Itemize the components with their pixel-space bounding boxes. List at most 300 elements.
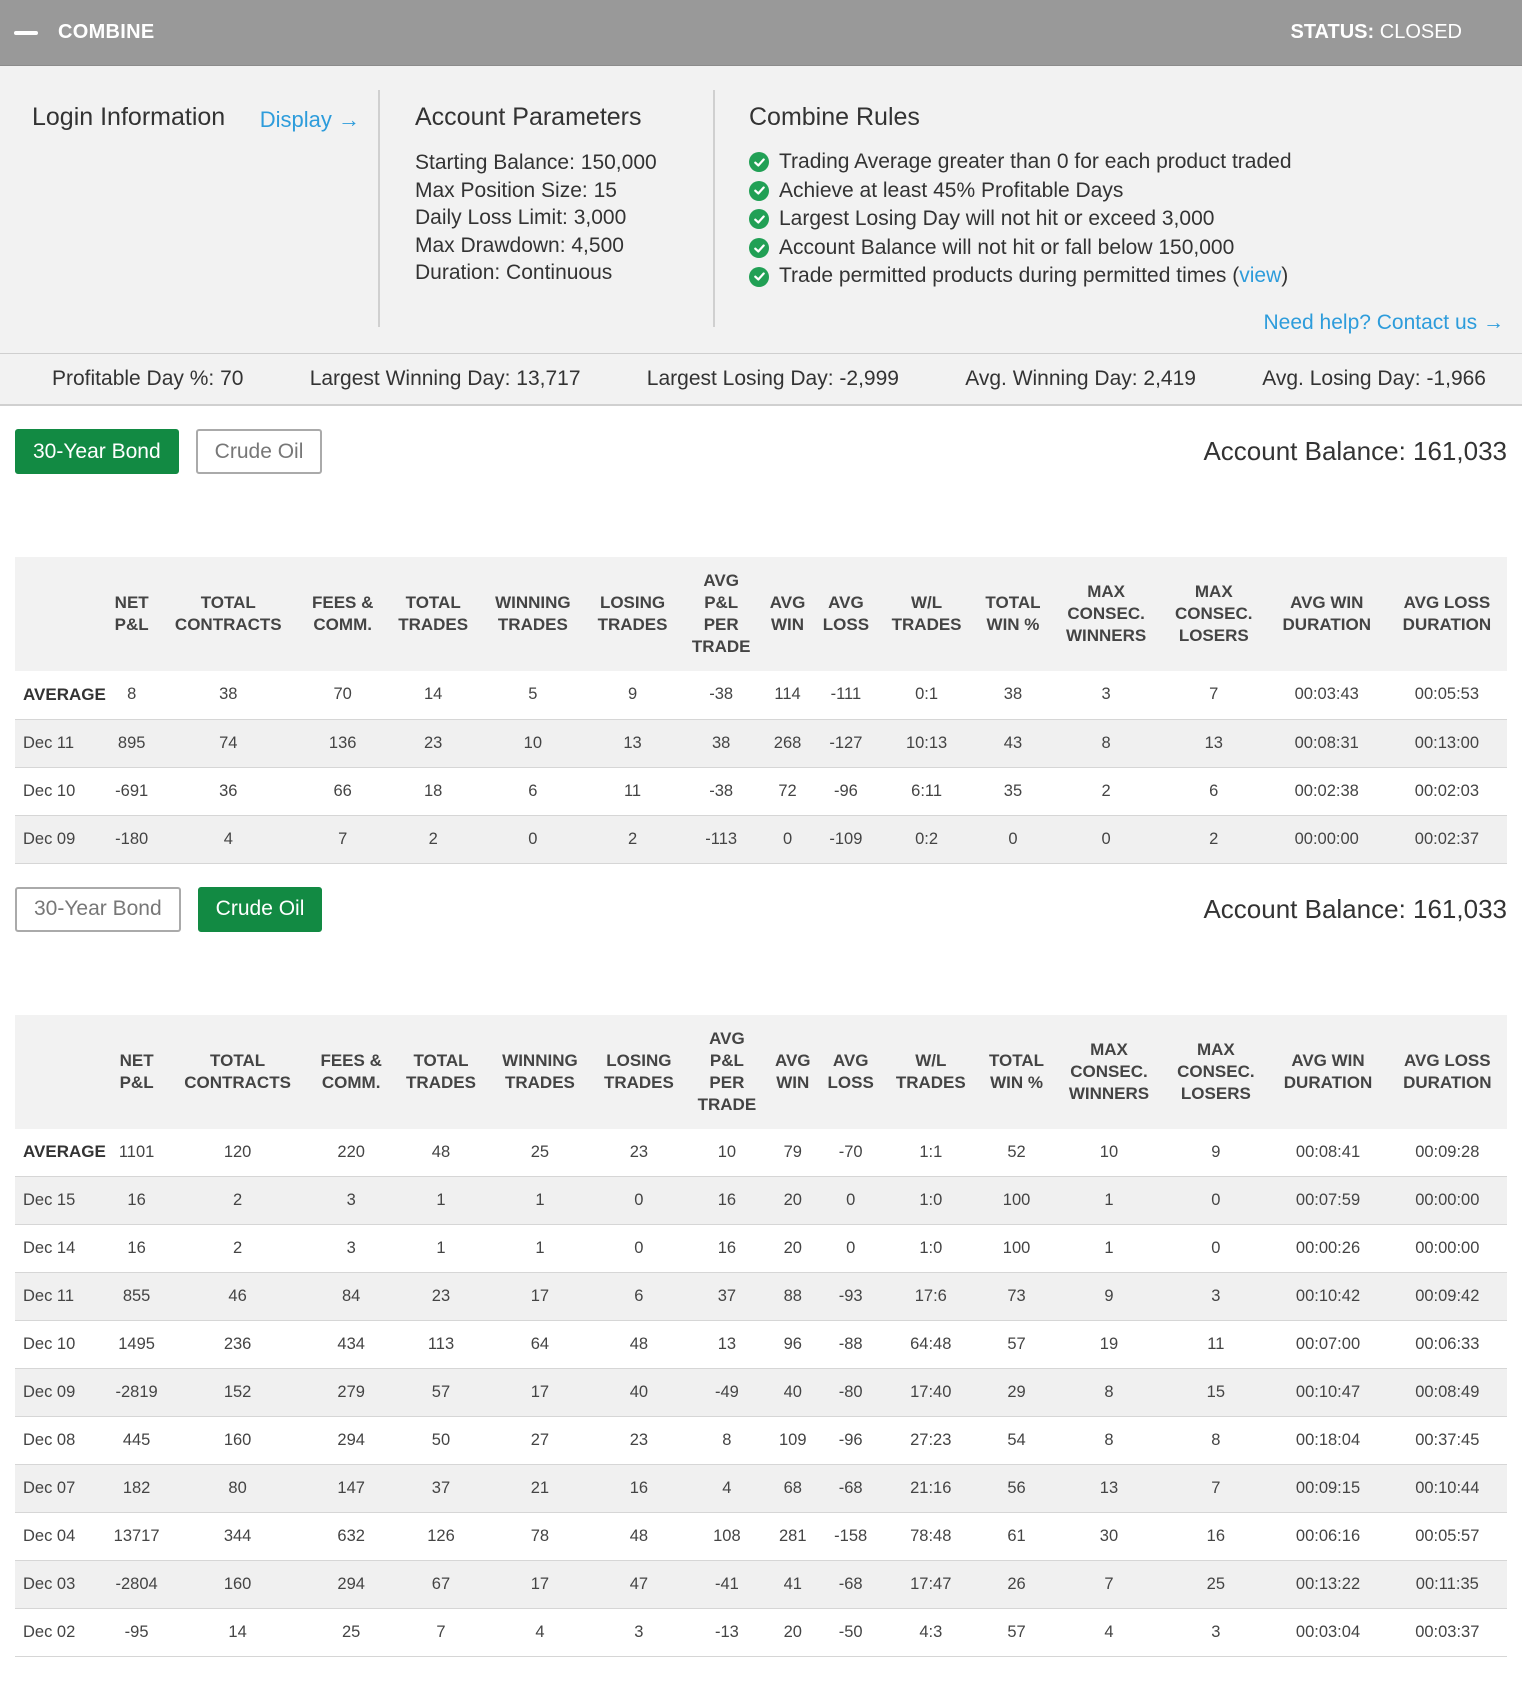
table-row xyxy=(15,1369,1507,1417)
param-duration: Duration: Continuous xyxy=(415,261,613,284)
table-cell: 00:00:26 xyxy=(1268,1225,1387,1273)
param-max-drawdown: Max Drawdown: 4,500 xyxy=(415,233,624,257)
rule-item xyxy=(749,234,1504,263)
row-label: AVERAGE xyxy=(15,1129,107,1177)
table-cell: 48 xyxy=(393,1129,488,1177)
table-cell: 7 xyxy=(393,1609,488,1657)
table-cell: 8 xyxy=(1051,719,1160,767)
column-header-line: WIN % xyxy=(986,615,1040,634)
table-cell: 96 xyxy=(767,1321,818,1369)
table-cell: 00:02:03 xyxy=(1387,767,1507,815)
column-header-line: W/L xyxy=(911,593,943,612)
table-cell: 00:37:45 xyxy=(1388,1417,1507,1465)
row-label: Dec 10 xyxy=(15,767,107,815)
table-cell: 80 xyxy=(166,1465,309,1513)
table-cell: 27 xyxy=(489,1417,592,1465)
table-cell: 1495 xyxy=(107,1321,166,1369)
column-header-line: TRADES xyxy=(398,615,469,634)
table-cell: -96 xyxy=(813,767,878,815)
table-cell: 35 xyxy=(975,767,1052,815)
table-cell: 445 xyxy=(107,1417,166,1465)
column-header-line: TOTAL xyxy=(985,593,1041,612)
table-cell: 17:40 xyxy=(883,1369,978,1417)
table-cell: 13 xyxy=(585,719,681,767)
rule-text: Trade permitted products during permitted times ( xyxy=(779,264,1240,288)
row-label: Dec 11 xyxy=(15,1273,107,1321)
table-row xyxy=(15,1609,1507,1657)
column-header-line: AVG LOSS xyxy=(1404,1050,1491,1070)
table-cell: 7 xyxy=(1161,671,1267,719)
status-value: CLOSED xyxy=(1379,21,1462,43)
table-cell: 15 xyxy=(1163,1369,1268,1417)
rule-text: Trading Average greater than 0 for each product traded xyxy=(779,150,1292,173)
product-button-crude-oil[interactable]: Crude Oil xyxy=(198,887,323,932)
row-label: Dec 09 xyxy=(15,1369,107,1417)
average-row xyxy=(15,1129,1507,1177)
table-cell: -13 xyxy=(687,1609,768,1657)
column-header-line: CONSEC. xyxy=(1067,604,1145,623)
view-products-link[interactable]: view xyxy=(1239,264,1282,288)
row-label: Dec 11 xyxy=(15,719,107,767)
table-cell: 0 xyxy=(1163,1177,1268,1225)
table-cell: 29 xyxy=(978,1369,1054,1417)
column-header-line: LOSS xyxy=(822,615,870,634)
column-header-line: NET xyxy=(119,1050,154,1070)
login-heading: Login Information xyxy=(32,103,226,131)
daily-stats-table xyxy=(15,557,1507,864)
product-selector xyxy=(15,429,1507,474)
column-header xyxy=(879,557,975,671)
table-cell: 16 xyxy=(1163,1513,1268,1561)
rule-text: Account Balance will not hit or fall below 150,000 xyxy=(779,235,1235,259)
column-header-line: WINNERS xyxy=(1068,1083,1150,1103)
account-parameters xyxy=(380,90,715,327)
column-header-line: CONTRACTS xyxy=(174,615,282,634)
column-header-line: CONTRACTS xyxy=(184,1072,291,1092)
table-cell: 57 xyxy=(978,1321,1054,1369)
table-cell: 3 xyxy=(591,1609,686,1657)
column-header-line: CONSEC. xyxy=(1070,1061,1148,1081)
table-cell: 113 xyxy=(393,1321,488,1369)
table-cell: 1 xyxy=(489,1177,592,1225)
rule-item xyxy=(749,148,1504,177)
table-cell: 7 xyxy=(1163,1465,1268,1513)
column-header-line: AVG xyxy=(774,1050,811,1070)
table-cell: 4:3 xyxy=(883,1609,978,1657)
table-cell: 14 xyxy=(166,1609,309,1657)
param-daily-loss-limit: Daily Loss Limit: 3,000 xyxy=(415,206,627,229)
table-cell: 294 xyxy=(309,1561,393,1609)
product-button-crude-oil[interactable]: Crude Oil xyxy=(196,429,323,474)
table-cell: 25 xyxy=(489,1129,592,1177)
table-cell: -109 xyxy=(813,815,878,863)
daily-stats-table xyxy=(15,1015,1507,1658)
table-cell: 1 xyxy=(393,1177,488,1225)
contact-us-link[interactable]: Need help? Contact us → xyxy=(1263,311,1504,334)
column-header xyxy=(681,557,762,671)
table-cell: 2 xyxy=(585,815,681,863)
check-circle-icon xyxy=(749,209,769,229)
table-cell: 0:2 xyxy=(879,815,975,863)
table-cell: 18 xyxy=(385,767,481,815)
column-header-line: AVG WIN xyxy=(1291,1050,1365,1070)
table-cell: 0 xyxy=(481,815,584,863)
table-cell: 25 xyxy=(309,1609,393,1657)
column-header xyxy=(489,1015,592,1129)
column-header xyxy=(107,1015,166,1129)
table-cell: 26 xyxy=(978,1561,1054,1609)
table-cell: 182 xyxy=(107,1465,166,1513)
table-cell: -80 xyxy=(818,1369,883,1417)
table-cell: 3 xyxy=(1163,1609,1268,1657)
table-cell: 7 xyxy=(300,815,385,863)
table-cell: 281 xyxy=(767,1513,818,1561)
column-header xyxy=(166,1015,309,1129)
table-cell: -41 xyxy=(687,1561,768,1609)
table-cell: 268 xyxy=(762,719,813,767)
table-cell: 10 xyxy=(1055,1129,1164,1177)
rule-item xyxy=(749,205,1504,234)
column-header-line: MAX xyxy=(1087,582,1125,601)
table-cell: 30 xyxy=(1055,1513,1164,1561)
table-cell: 13 xyxy=(687,1321,768,1369)
table-cell: 0 xyxy=(975,815,1052,863)
table-cell: 00:05:57 xyxy=(1388,1513,1507,1561)
table-cell: 00:00:00 xyxy=(1388,1177,1507,1225)
rule-text: Largest Losing Day will not hit or exceed 3,000 xyxy=(779,207,1215,231)
table-cell: 23 xyxy=(393,1273,488,1321)
column-header-line: TRADE xyxy=(697,1094,757,1114)
column-header xyxy=(1163,1015,1268,1129)
table-header-row xyxy=(15,1015,1507,1129)
column-header-line: TRADES xyxy=(504,1072,575,1092)
column-header xyxy=(300,557,385,671)
table-cell: 1 xyxy=(1055,1225,1164,1273)
table-cell: 00:09:42 xyxy=(1388,1273,1507,1321)
table-cell: 38 xyxy=(975,671,1052,719)
column-header-line: P&L xyxy=(709,1050,744,1070)
column-header-line: WINNING xyxy=(502,1050,578,1070)
row-label: Dec 15 xyxy=(15,1177,107,1225)
column-header-line: AVG xyxy=(709,1028,745,1048)
table-cell: 17 xyxy=(489,1369,592,1417)
table-cell: 37 xyxy=(393,1465,488,1513)
table-cell: -38 xyxy=(681,767,762,815)
column-header xyxy=(1267,557,1387,671)
table-cell: -93 xyxy=(818,1273,883,1321)
table-cell: 64:48 xyxy=(883,1321,978,1369)
table-header-row xyxy=(15,557,1507,671)
table-cell: 21:16 xyxy=(883,1465,978,1513)
table-cell: 38 xyxy=(156,671,300,719)
table-cell: 70 xyxy=(300,671,385,719)
table-cell: -38 xyxy=(681,671,762,719)
table-cell: 1:0 xyxy=(883,1177,978,1225)
column-header xyxy=(156,557,300,671)
table-cell: 1 xyxy=(1055,1177,1164,1225)
table-cell: 84 xyxy=(309,1273,393,1321)
table-row xyxy=(15,1273,1507,1321)
column-header xyxy=(481,557,584,671)
check-circle-icon xyxy=(749,267,769,287)
table-cell: 57 xyxy=(393,1369,488,1417)
table-cell: 78:48 xyxy=(883,1513,978,1561)
stat-avg-losing-day: Avg. Losing Day: -1,966 xyxy=(1262,367,1486,390)
column-header xyxy=(975,557,1052,671)
table-cell: 37 xyxy=(687,1273,768,1321)
column-header-line: DURATION xyxy=(1403,1072,1492,1092)
table-cell: 3 xyxy=(309,1177,393,1225)
product-button-30-year-bond[interactable]: 30-Year Bond xyxy=(15,887,181,932)
table-cell: 9 xyxy=(585,671,681,719)
column-header-line: TRADES xyxy=(891,615,962,634)
column-header-line: NET xyxy=(114,593,149,612)
table-cell: 344 xyxy=(166,1513,309,1561)
column-header-line: WIN % xyxy=(990,1072,1043,1092)
table-cell: 4 xyxy=(156,815,300,863)
table-cell: 3 xyxy=(309,1225,393,1273)
table-cell: 56 xyxy=(978,1465,1054,1513)
table-cell: -68 xyxy=(818,1465,883,1513)
collapse-icon[interactable] xyxy=(14,22,38,44)
column-header xyxy=(767,1015,818,1129)
table-cell: 13717 xyxy=(107,1513,166,1561)
column-header-line: TOTAL xyxy=(200,593,256,612)
column-header-line: FEES & xyxy=(320,1050,382,1070)
column-header-line: TRADES xyxy=(895,1072,966,1092)
column-header-line: FEES & xyxy=(311,593,374,612)
params-heading: Account Parameters xyxy=(415,103,642,131)
table-cell: 147 xyxy=(309,1465,393,1513)
table-cell: 66 xyxy=(300,767,385,815)
column-header-line: AVG xyxy=(703,571,739,590)
table-cell: 136 xyxy=(300,719,385,767)
column-header-line: PER xyxy=(703,615,739,634)
header-corner xyxy=(15,557,107,671)
check-circle-icon xyxy=(749,152,769,172)
column-header xyxy=(1387,557,1507,671)
column-header-line: LOSS xyxy=(827,1072,874,1092)
check-circle-icon xyxy=(749,181,769,201)
param-max-position-size: Max Position Size: 15 xyxy=(415,178,617,202)
table-cell: 46 xyxy=(166,1273,309,1321)
stat-profitable-day: Profitable Day %: 70 xyxy=(52,367,244,390)
login-information xyxy=(0,90,380,327)
status-indicator xyxy=(1290,21,1462,44)
table-cell: 00:03:04 xyxy=(1268,1609,1387,1657)
table-cell: 27:23 xyxy=(883,1417,978,1465)
table-cell: 52 xyxy=(978,1129,1054,1177)
table-cell: 8 xyxy=(1163,1417,1268,1465)
table-cell: 11 xyxy=(585,767,681,815)
table-cell: 48 xyxy=(591,1513,686,1561)
table-cell: 126 xyxy=(393,1513,488,1561)
table-cell: 00:03:43 xyxy=(1267,671,1387,719)
table-cell: 0 xyxy=(1051,815,1160,863)
rules-heading: Combine Rules xyxy=(749,103,920,131)
display-link[interactable]: Display → xyxy=(259,107,360,132)
table-cell: 16 xyxy=(687,1177,768,1225)
column-header-line: TOTAL xyxy=(210,1050,266,1070)
table-cell: 16 xyxy=(591,1465,686,1513)
table-cell: 0:1 xyxy=(879,671,975,719)
table-cell: 0 xyxy=(762,815,813,863)
column-header xyxy=(585,557,681,671)
column-header-line: MAX xyxy=(1196,1039,1235,1059)
column-header-line: TOTAL xyxy=(988,1050,1045,1070)
table-cell: 21 xyxy=(489,1465,592,1513)
column-header-line: LOSING xyxy=(606,1050,672,1070)
table-cell: 6 xyxy=(481,767,584,815)
column-header-line: P&L xyxy=(704,593,739,612)
table-cell: -158 xyxy=(818,1513,883,1561)
stat-largest-winning-day: Largest Winning Day: 13,717 xyxy=(309,367,581,390)
product-button-30-year-bond[interactable]: 30-Year Bond xyxy=(15,429,179,474)
row-label: Dec 14 xyxy=(15,1225,107,1273)
table-cell: 00:18:04 xyxy=(1268,1417,1387,1465)
column-header xyxy=(1055,1015,1164,1129)
table-cell: 00:00:00 xyxy=(1267,815,1387,863)
column-header-line: TRADE xyxy=(691,637,751,656)
column-header-line: AVG xyxy=(832,1050,869,1070)
table-cell: 9 xyxy=(1055,1273,1164,1321)
column-header-line: CONSEC. xyxy=(1175,604,1253,623)
column-header-line: MAX xyxy=(1090,1039,1128,1059)
table-cell: -96 xyxy=(818,1417,883,1465)
table-cell: 1 xyxy=(489,1225,592,1273)
column-header xyxy=(591,1015,686,1129)
table-cell: 895 xyxy=(107,719,156,767)
column-header-line: P&L xyxy=(119,1072,154,1092)
table-cell: 100 xyxy=(978,1177,1054,1225)
table-cell: -127 xyxy=(813,719,878,767)
table-cell: 41 xyxy=(767,1561,818,1609)
column-header-line: WINNERS xyxy=(1065,626,1147,645)
info-panel xyxy=(0,66,1522,354)
table-cell: 13 xyxy=(1161,719,1267,767)
table-cell: 00:05:53 xyxy=(1387,671,1507,719)
column-header-line: AVG WIN xyxy=(1290,593,1364,612)
table-row xyxy=(15,719,1507,767)
row-label: Dec 10 xyxy=(15,1321,107,1369)
table-cell: 54 xyxy=(978,1417,1054,1465)
column-header-line: PER xyxy=(709,1072,745,1092)
table-cell: 3 xyxy=(1163,1273,1268,1321)
row-label: AVERAGE xyxy=(15,671,107,719)
table-cell: 23 xyxy=(591,1417,686,1465)
rule-item xyxy=(749,262,1504,291)
table-cell: 47 xyxy=(591,1561,686,1609)
table-cell: 13 xyxy=(1055,1465,1164,1513)
table-cell: 00:09:15 xyxy=(1268,1465,1387,1513)
table-cell: 20 xyxy=(767,1177,818,1225)
column-header xyxy=(978,1015,1054,1129)
table-cell: 220 xyxy=(309,1129,393,1177)
table-cell: 17:6 xyxy=(883,1273,978,1321)
table-cell: 00:13:00 xyxy=(1387,719,1507,767)
column-header-line: AVG LOSS xyxy=(1403,593,1491,612)
table-cell: 16 xyxy=(107,1177,166,1225)
table-cell: 4 xyxy=(1055,1609,1164,1657)
table-cell: 00:10:44 xyxy=(1388,1465,1507,1513)
table-cell: 2 xyxy=(1051,767,1160,815)
table-cell: 17 xyxy=(489,1561,592,1609)
column-header xyxy=(883,1015,978,1129)
column-header-line: DURATION xyxy=(1402,615,1492,634)
table-cell: 1 xyxy=(393,1225,488,1273)
table-cell: 00:11:35 xyxy=(1388,1561,1507,1609)
table-cell: 74 xyxy=(156,719,300,767)
column-header-line: W/L xyxy=(915,1050,947,1070)
column-header-line: TOTAL xyxy=(405,593,461,612)
column-header xyxy=(1388,1015,1507,1129)
table-cell: 109 xyxy=(767,1417,818,1465)
table-cell: 40 xyxy=(591,1369,686,1417)
row-label: Dec 09 xyxy=(15,815,107,863)
rule-text: Achieve at least 45% Profitable Days xyxy=(779,178,1124,202)
table-cell: 114 xyxy=(762,671,813,719)
table-cell: 8 xyxy=(107,671,156,719)
table-cell: 10 xyxy=(481,719,584,767)
table-cell: 48 xyxy=(591,1321,686,1369)
table-cell: 1:1 xyxy=(883,1129,978,1177)
column-header-line: WIN xyxy=(771,615,805,634)
table-cell: 16 xyxy=(107,1225,166,1273)
table-cell: 160 xyxy=(166,1561,309,1609)
table-cell: -95 xyxy=(107,1609,166,1657)
table-cell: 6:11 xyxy=(879,767,975,815)
column-header-line: MAX xyxy=(1194,582,1233,601)
table-cell: 43 xyxy=(975,719,1052,767)
table-cell: 0 xyxy=(591,1225,686,1273)
table-cell: -68 xyxy=(818,1561,883,1609)
table-cell: 236 xyxy=(166,1321,309,1369)
table-cell: 10:13 xyxy=(879,719,975,767)
column-header-line: TRADES xyxy=(406,1072,476,1092)
table-cell: -50 xyxy=(818,1609,883,1657)
table-cell: 1:0 xyxy=(883,1225,978,1273)
column-header-line: WIN xyxy=(776,1072,810,1092)
table-cell: 23 xyxy=(591,1129,686,1177)
table-cell: 16 xyxy=(687,1225,768,1273)
table-cell: 2 xyxy=(166,1225,309,1273)
column-header xyxy=(1051,557,1160,671)
check-circle-icon xyxy=(749,238,769,258)
table-cell: 1101 xyxy=(107,1129,166,1177)
table-cell: 17 xyxy=(489,1273,592,1321)
table-cell: -2819 xyxy=(107,1369,166,1417)
table-cell: 5 xyxy=(481,671,584,719)
table-cell: 00:06:33 xyxy=(1388,1321,1507,1369)
table-cell: 0 xyxy=(818,1177,883,1225)
table-cell: 3 xyxy=(1051,671,1160,719)
column-header-line: P&L xyxy=(114,615,149,634)
column-header xyxy=(393,1015,488,1129)
table-cell: 632 xyxy=(309,1513,393,1561)
table-cell: 00:10:42 xyxy=(1268,1273,1387,1321)
param-starting-balance: Starting Balance: 150,000 xyxy=(415,151,657,174)
row-label: Dec 02 xyxy=(15,1609,107,1657)
table-cell: 00:00:00 xyxy=(1388,1225,1507,1273)
column-header-line: WINNING xyxy=(495,593,571,612)
table-row xyxy=(15,1417,1507,1465)
column-header-line: CONSEC. xyxy=(1177,1061,1255,1081)
table-cell: -2804 xyxy=(107,1561,166,1609)
table-cell: 7 xyxy=(1055,1561,1164,1609)
table-cell: 00:08:41 xyxy=(1268,1129,1387,1177)
table-cell: 00:08:49 xyxy=(1388,1369,1507,1417)
product-section xyxy=(0,887,1522,1658)
